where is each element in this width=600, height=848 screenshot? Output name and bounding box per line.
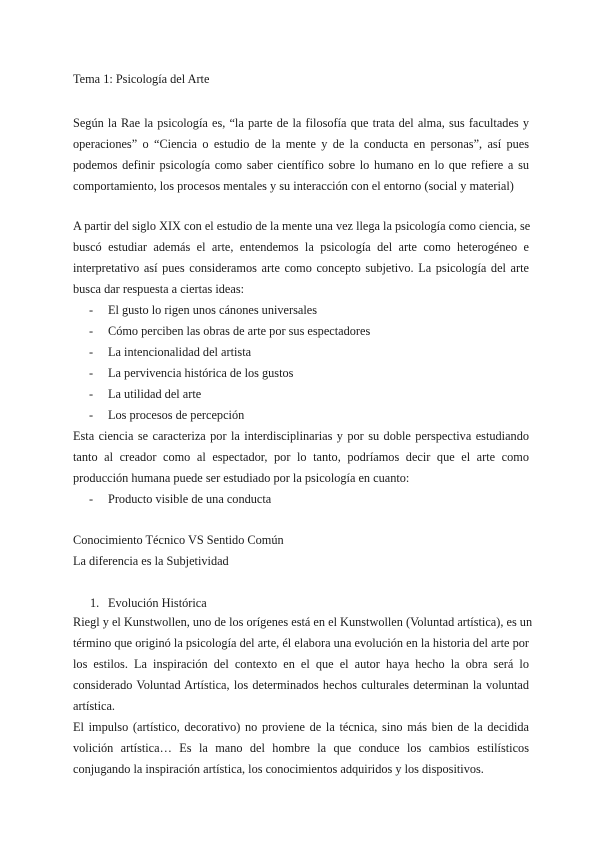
paragraph-riegl: [73, 612, 533, 717]
section-heading: [73, 593, 529, 614]
text-line: artística.: [73, 699, 115, 713]
section-number: 1.: [90, 596, 100, 610]
text-line: Según la Rae la psicología es, “la parte de la filosofía que trata del alma, sus facultades y: [73, 116, 529, 130]
text-line: los estilos. La inspiración del contexto en el que el autor haya hecho la obra será lo: [73, 657, 529, 671]
subheading-subjectivity: La diferencia es la Subjetividad: [73, 554, 229, 568]
text-line: El impulso (artístico, decorativo) no proviene de la técnica, sino más bien de la decidida: [73, 720, 529, 734]
text-line: volición artística… Es la mano del hombre la que conduce los cambios estilísticos: [73, 741, 529, 755]
bullet-dash: -: [89, 387, 94, 401]
bullet-dash: -: [89, 345, 94, 359]
text-line: operaciones” o “Ciencia o estudio de la mente y de la conducta en personas”, así pues: [73, 137, 529, 151]
list-item: - El gusto lo rigen unos cánones universales: [73, 300, 529, 321]
list-item: - Producto visible de una conducta: [73, 489, 529, 510]
text-line: A partir del siglo XIX con el estudio de la mente una vez llega la psicología como ciencia, se: [73, 219, 531, 233]
paragraph-history: [73, 216, 529, 300]
text-line: considerado Voluntad Artística, los determinados hechos culturales determinan la voluntad: [73, 678, 529, 692]
text-line: tanto al creador como al espectador, por lo tanto, podríamos decir que el arte como: [73, 450, 529, 464]
list-item: - Cómo perciben las obras de arte por sus espectadores: [73, 321, 529, 342]
text-line: producción humana puede ser estudiado por la psicología en cuanto:: [73, 471, 410, 485]
bullet-list-ideas: [73, 300, 529, 426]
text-line: interpretativo así pues consideramos arte como concepto subjetivo. La psicología del arte: [73, 261, 529, 275]
text-line: conjugando la inspiración artística, los conocimientos adquiridos y los dispositivos.: [73, 762, 484, 776]
list-item: - La intencionalidad del artista: [73, 342, 529, 363]
paragraph-definition: [73, 113, 529, 197]
list-item: - Los procesos de percepción: [73, 405, 529, 426]
text-line: podemos definir psicología como saber científico sobre lo humano en lo que refiere a su: [73, 158, 529, 172]
list-item: - La utilidad del arte: [73, 384, 529, 405]
section-title: Evolución Histórica: [108, 596, 207, 610]
text-line: término que originó la psicología del arte, él elabora una evolución en la historia del arte por: [73, 636, 529, 650]
text-line: buscó estudiar además el arte, entendemos la psicología del arte como heterogéneo e: [73, 240, 529, 254]
bullet-dash: -: [89, 303, 94, 317]
text-line: comportamiento, los procesos mentales y su interacción con el entorno (social y material): [73, 179, 514, 193]
paragraph-science: [73, 426, 529, 489]
bullet-dash: -: [89, 492, 94, 506]
document-title: Tema 1: Psicología del Arte: [73, 72, 210, 86]
text-line: Esta ciencia se caracteriza por la interdisciplinarias y por su doble perspectiva estudiando: [73, 429, 529, 443]
bullet-dash: -: [89, 408, 94, 422]
text-line: busca dar respuesta a ciertas ideas:: [73, 282, 245, 296]
text-line: Riegl y el Kunstwollen, uno de los orígenes está en el Kunstwollen (Voluntad artística), es un: [73, 615, 533, 629]
paragraph-impulse: [73, 717, 529, 780]
heading-knowledge: Conocimiento Técnico VS Sentido Común: [73, 533, 284, 547]
bullet-dash: -: [89, 366, 94, 380]
bullet-dash: -: [89, 324, 94, 338]
bullet-list-product: [73, 489, 529, 510]
list-item: - La pervivencia histórica de los gustos: [73, 363, 529, 384]
